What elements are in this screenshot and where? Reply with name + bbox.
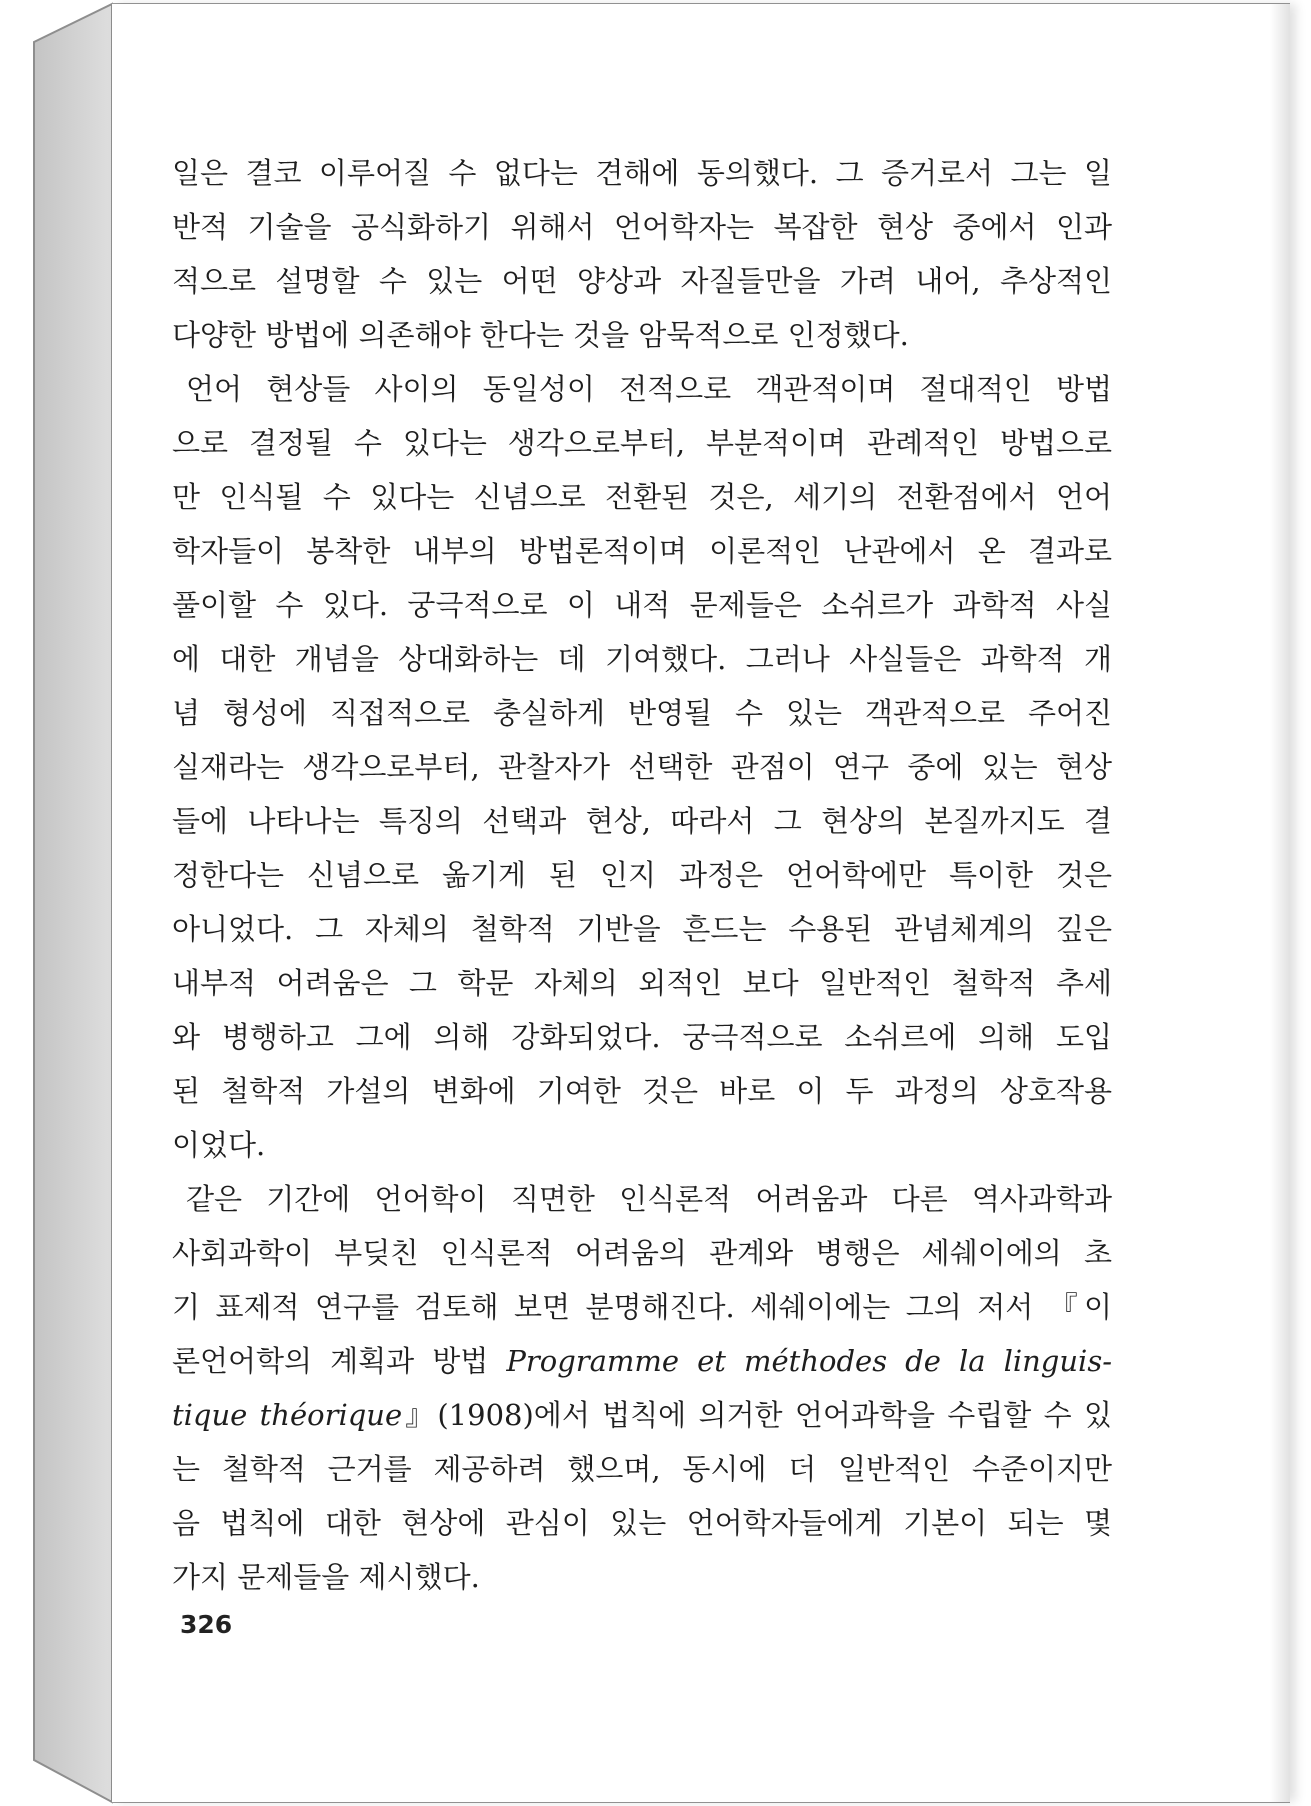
text-line: 사회과학이 부딪친 인식론적 어려움의 관계와 병행은 세쉐이에의 초 xyxy=(172,1236,1112,1270)
text-line-content: 언어 현상들 사이의 동일성이 전적으로 객관적이며 절대적인 방법 xyxy=(186,372,1112,406)
text-line: 가지 문제들을 제시했다. xyxy=(172,1560,480,1594)
text-line xyxy=(172,1334,1112,1388)
text-line: 는 철학적 근거를 제공하려 했으며, 동시에 더 일반적인 수준이지만 xyxy=(172,1452,1112,1486)
text-line: 정한다는 신념으로 옮기게 된 인지 과정은 언어학에만 특이한 것은 xyxy=(172,858,1112,892)
text-line: 와 병행하고 그에 의해 강화되었다. 궁극적으로 소쉬르에 의해 도입 xyxy=(172,1020,1112,1054)
text-line-before: 론언어학의 계획과 방법 xyxy=(172,1344,507,1378)
text-line: 들에 나타나는 특징의 선택과 현상, 따라서 그 현상의 본질까지도 결 xyxy=(172,804,1112,838)
text-line: 일은 결코 이루어질 수 없다는 견해에 동의했다. 그 증거로서 그는 일 xyxy=(172,156,1112,190)
text-line: 념 형성에 직접적으로 충실하게 반영될 수 있는 객관적으로 주어진 xyxy=(172,696,1112,730)
text-line: 음 법칙에 대한 현상에 관심이 있는 언어학자들에게 기본이 되는 몇 xyxy=(172,1506,1112,1540)
text-line: 으로 결정될 수 있다는 생각으로부터, 부분적이며 관례적인 방법으로 xyxy=(172,426,1112,460)
paragraph-2 xyxy=(172,362,1112,1172)
page-edge-shadow xyxy=(1270,4,1290,1802)
text-line: 된 철학적 가설의 변화에 기여한 것은 바로 이 두 과정의 상호작용 xyxy=(172,1074,1112,1108)
text-line xyxy=(172,1388,1112,1442)
text-line-after: 』(1908)에서 법칙에 의거한 언어과학을 수립할 수 있 xyxy=(402,1398,1112,1432)
text-line: 다양한 방법에 의존해야 한다는 것을 암묵적으로 인정했다. xyxy=(172,318,909,352)
text-line: 에 대한 개념을 상대화하는 데 기여했다. 그러나 사실들은 과학적 개 xyxy=(172,642,1112,676)
text-line xyxy=(172,1172,1112,1226)
text-line: 학자들이 봉착한 내부의 방법론적이며 이론적인 난관에서 온 결과로 xyxy=(172,534,1112,568)
body-text xyxy=(172,146,1112,1604)
book-title-italic: tique théorique xyxy=(172,1398,403,1432)
text-line xyxy=(172,362,1112,416)
text-line: 이었다. xyxy=(172,1128,266,1162)
text-line: 풀이할 수 있다. 궁극적으로 이 내적 문제들은 소쉬르가 과학적 사실 xyxy=(172,588,1112,622)
text-line: 만 인식될 수 있다는 신념으로 전환된 것은, 세기의 전환점에서 언어 xyxy=(172,480,1112,514)
text-line-content: 같은 기간에 언어학이 직면한 인식론적 어려움과 다른 역사과학과 xyxy=(186,1182,1112,1216)
text-line: 반적 기술을 공식화하기 위해서 언어학자는 복잡한 현상 중에서 인과 xyxy=(172,210,1112,244)
text-line: 내부적 어려움은 그 학문 자체의 외적인 보다 일반적인 철학적 추세 xyxy=(172,966,1112,1000)
text-line: 아니었다. 그 자체의 철학적 기반을 흔드는 수용된 관념체계의 깊은 xyxy=(172,912,1112,946)
text-line: 적으로 설명할 수 있는 어떤 양상과 자질들만을 가려 내어, 추상적인 xyxy=(172,264,1112,298)
paragraph-1 xyxy=(172,146,1112,362)
text-line: 실재라는 생각으로부터, 관찰자가 선택한 관점이 연구 중에 있는 현상 xyxy=(172,750,1112,784)
text-line: 기 표제적 연구를 검토해 보면 분명해진다. 세쉐이에는 그의 저서 『이 xyxy=(172,1290,1112,1324)
book-title-italic: Programme et méthodes de la linguis- xyxy=(506,1344,1112,1378)
paragraph-3 xyxy=(172,1172,1112,1604)
page-number: 326 xyxy=(180,1610,233,1639)
